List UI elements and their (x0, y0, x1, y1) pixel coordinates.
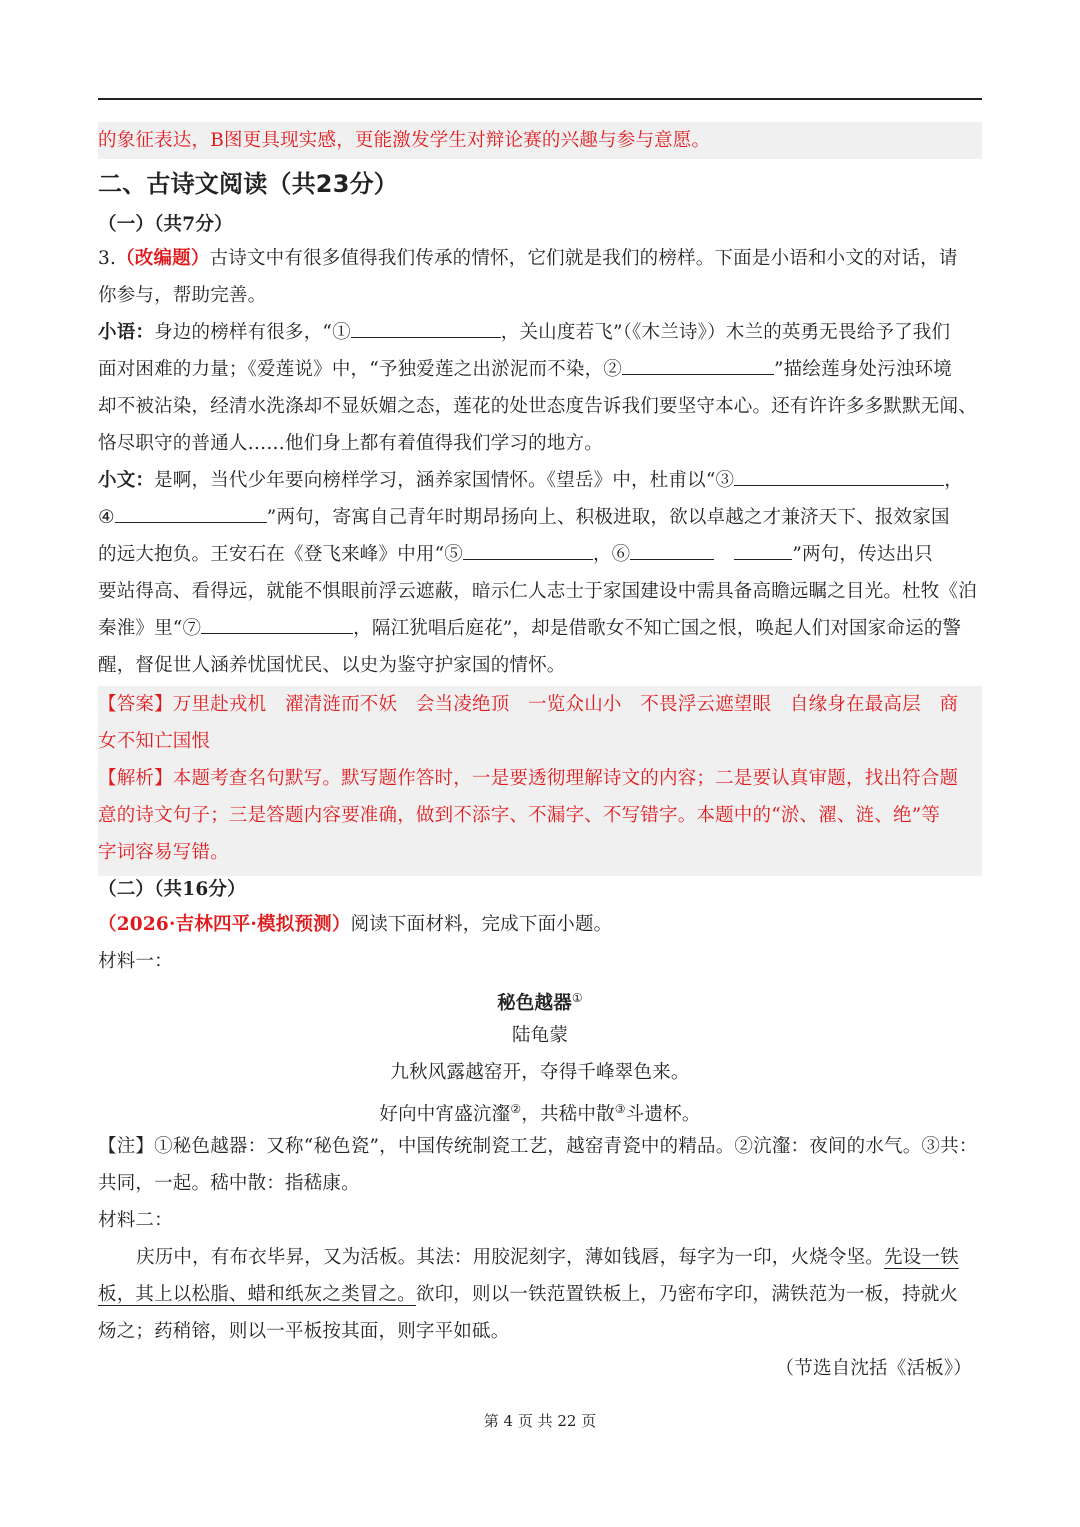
question-tag: （改编题） (116, 248, 210, 269)
answer-line1: 【答案】万里赴戎机 濯清涟而不妖 会当凌绝顶 一览众山小 不畏浮云遮望眼 自缘身在最高层 商 (98, 694, 959, 715)
xiaoyu-line3: 却不被沾染，经清水洗涤却不显妖媚之态，莲花的处世态度告诉我们要坚守本心。还有许许多多默默无闻、 (98, 396, 977, 417)
blank-4[interactable] (115, 500, 267, 523)
source-tag: （2026·吉林四平·模拟预测） (98, 914, 351, 935)
text: 面对困难的力量；《爱莲说》中，“予独爱莲之出淤泥而不染，② (98, 359, 623, 380)
part1-label: （一）（共7分） (98, 214, 233, 235)
blank-6b[interactable] (734, 537, 792, 560)
question-number: 3. (98, 248, 117, 269)
carry-over-answer: 的象征表达，B图更具现实感，更能激发学生对辩论赛的兴趣与参与意愿。 (98, 122, 982, 159)
text: 秘色越器 (497, 993, 572, 1015)
material2-label: 材料二： (98, 1210, 173, 1231)
material2-line3: 炀之；药稍镕，则以一平板按其面，则字平如砥。 (98, 1321, 510, 1342)
text: ”描绘莲身处污浊环境 (774, 359, 952, 380)
question-text: 古诗文中有很多值得我们传承的情怀，它们就是我们的榜样。下面是小语和小文的对话，请 (209, 248, 958, 269)
xiaowen-line2 (98, 499, 982, 536)
material1-label: 材料一： (98, 951, 173, 972)
poem-line2 (98, 1091, 982, 1133)
text: ，隔江犹唱后庭花”，却是借歌女不知亡国之恨，唤起人们对国家命运的警 (353, 618, 962, 639)
xiaowen-line5 (98, 610, 982, 647)
text: 阅读下面材料，完成下面小题。 (350, 914, 613, 935)
xiaowen-line4: 要站得高、看得远，就能不惧眼前浮云遮蔽，暗示仁人志士于家国建设中需具备高瞻远瞩之目光。杜牧《泊 (98, 581, 977, 602)
text: 好向中宵盛沆瀣 (379, 1104, 511, 1126)
text: ”两句，传达出只 (792, 544, 933, 565)
part2-instruction (98, 906, 982, 943)
text: 斗遗杯。 (625, 1104, 701, 1126)
material2-line1 (98, 1239, 982, 1276)
blank-2[interactable] (622, 352, 774, 375)
speaker-xiaoyu: 小语： (98, 322, 155, 343)
note-mark: ① (571, 991, 583, 1005)
xiaowen-line1 (98, 462, 982, 499)
text: ， (944, 470, 963, 491)
speaker-xiaowen: 小文： (98, 470, 155, 491)
text: ，共嵇中散 (521, 1104, 615, 1126)
text: 秦淮》里“⑦ (98, 618, 202, 639)
question-3-line2: 你参与，帮助完善。 (98, 285, 267, 306)
poem-line1: 九秋风露越窑开，夺得千峰翠色来。 (390, 1062, 690, 1083)
xiaowen-line3 (98, 536, 982, 573)
blank-7[interactable] (201, 611, 353, 634)
blank-6a[interactable] (630, 537, 714, 560)
text: ，关山度若飞”（《木兰诗》）木兰的英勇无畏给予了我们 (500, 322, 951, 343)
note-mark: ③ (614, 1102, 626, 1116)
answer-line2: 女不知亡国恨 (98, 731, 211, 752)
blank-1[interactable] (351, 315, 501, 338)
blank-5[interactable] (463, 537, 593, 560)
note-line2: 共同，一起。嵇中散：指嵇康。 (98, 1173, 360, 1194)
xiaoyu-line4: 恪尽职守的普通人……他们身上都有着值得我们学习的地方。 (98, 433, 603, 454)
text: 庆历中，有布衣毕昇，又为活板。其法：用胶泥刻字，薄如钱唇，每字为一印，火烧令坚。 (136, 1247, 885, 1268)
note-line1: 【注】①秘色越器：又称“秘色瓷”，中国传统制瓷工艺，越窑青瓷中的精品。②沆瀣：夜间的水气。③共： (98, 1136, 978, 1157)
poem-title (98, 980, 982, 1022)
material2-line2 (98, 1276, 982, 1313)
text: 身边的榜样有很多，“① (154, 322, 351, 343)
xiaoyu-line2 (98, 351, 982, 388)
text: ④ (98, 507, 115, 528)
text: ”两句，寄寓自己青年时期昂扬向上、积极进取，欲以卓越之才兼济天下、报效家国 (266, 507, 950, 528)
page-footer: 第 4 页 共 22 页 (483, 1412, 597, 1430)
text: 的远大抱负。王安石在《登飞来峰》中用“⑤ (98, 544, 463, 565)
analysis-line2: 意的诗文句子；三是答题内容要准确，做到不添字、不漏字、不写错字。本题中的“淤、濯、涟、绝”等 (98, 805, 941, 826)
section-title: 二、古诗文阅读（共23分） (98, 170, 398, 198)
header-rule (98, 98, 982, 100)
blank-3[interactable] (734, 463, 944, 486)
text: 欲印，则以一铁范置铁板上，乃密布字印，满铁范为一板，持就火 (415, 1284, 959, 1305)
analysis-line1: 【解析】本题考查名句默写。默写题作答时，一是要透彻理解诗文的内容；二是要认真审题，找出符合题 (98, 768, 959, 789)
part2-label: （二）（共16分） (98, 879, 246, 900)
underlined-text: 板，其上以松脂、蜡和纸灰之类冒之。 (98, 1284, 416, 1305)
poem-author: 陆龟蒙 (511, 1025, 569, 1046)
note-mark: ② (510, 1102, 522, 1116)
analysis-line3: 字词容易写错。 (98, 842, 229, 863)
text: 是啊，当代少年要向榜样学习，涵养家国情怀。《望岳》中，杜甫以“③ (154, 470, 735, 491)
text: ，⑥ (592, 544, 631, 565)
question-3-line1 (98, 240, 982, 277)
underlined-text: 先设一铁 (884, 1247, 959, 1268)
material2-source: （节选自沈括《活板》） (775, 1358, 972, 1379)
xiaoyu-line1 (98, 314, 982, 351)
xiaowen-line6: 醒，督促世人涵养忧国忧民、以史为鉴守护家国的情怀。 (98, 655, 566, 676)
